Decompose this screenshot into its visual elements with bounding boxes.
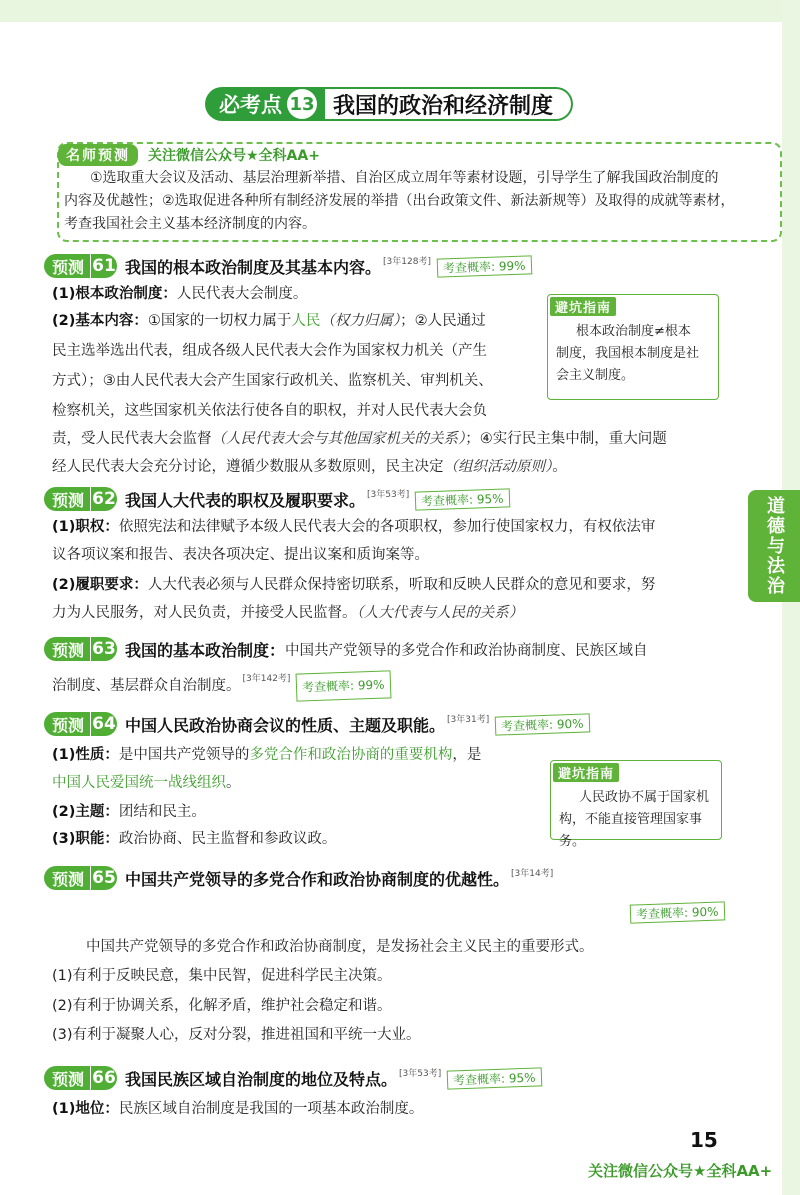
exam-probability-stamp: 考查概率: 99% [437,255,532,277]
pitfall-line: 会主义制度。 [556,368,635,383]
exam-frequency: [3年128考] [383,256,431,267]
tip-line: 内容及优越性；②选取促进各种所有制经济发展的举措（出台政策文件、新法新规等）及取得的成就等素材， [64,193,735,209]
text-line [52,742,481,768]
text-line: (1)有利于反映民意，集中民智，促进科学民主决策。 [52,968,392,984]
exam-frequency: [3年142考] [242,674,291,684]
item-label: (3)职能： [52,831,119,847]
pitfall-line: 根本政治制度≠根本 [576,324,691,339]
item-text: ；②人民通过 [400,313,486,329]
footer-brand: 关注微信公众号★全科AA+ [588,1162,773,1180]
note-text: （人大代表与人民的关系） [356,605,524,621]
exam-probability-stamp: 考查概率: 90% [495,713,590,735]
teacher-prediction-header [58,144,320,166]
exam-probability-stamp: 考查概率: 95% [415,488,510,510]
teacher-prediction-label: 名师预测 [58,144,138,166]
pitfall-guide-61 [547,294,719,400]
prediction-title: 中国人民政治协商会议的性质、主题及职能。 [125,715,446,735]
item-text: ①国家的一切权力属于 [147,313,292,329]
key-term: 多党合作和政治协商的重要机构 [249,747,453,763]
prediction-number: 65 [92,868,116,888]
item-text: 。 [226,775,241,791]
prediction-title: 我国的根本政治制度及其基本内容。 [125,257,382,277]
pitfall-guide-text [559,787,715,853]
item-label: (1)根本政治制度： [52,286,177,302]
item-text: 是中国共产党领导的 [118,747,250,763]
title-text: 我国的政治和经济制度 [325,87,573,121]
prediction-badge: 预测 [44,712,90,736]
prediction-number: 63 [92,639,116,659]
item-text: 力为人民服务，对人民负责，并接受人民监督。 [52,605,357,621]
note-text: （组织活动原则） [443,459,553,475]
pitfall-line: 人民政协不属于国家机 [579,790,710,805]
top-strip [0,0,800,22]
teacher-prediction-brand: 关注微信公众号★全科AA+ [148,148,320,164]
text-line: 检察机关，这些国家机关依法行使各自的职权，并对人民代表大会负 [52,403,487,419]
prediction-63-heading [44,637,648,661]
prediction-title: 我国人大代表的职权及履职要求。 [125,490,366,510]
item-label: (2)基本内容： [52,313,148,329]
text-line: 议各项议案和报告、表决各项决定、提出议案和质询案等。 [52,547,429,563]
item-text: 人民代表大会制度。 [176,286,308,302]
prediction-badge: 预测 [44,254,90,278]
prediction-title: 我国的基本政治制度： [125,640,286,660]
pitfall-guide-label: 避坑指南 [553,763,619,782]
pitfall-line: 构，不能直接管理国家事务。 [559,812,703,849]
pitfall-guide-text [556,321,712,387]
prediction-61-heading [44,254,532,278]
text-line: (3)有利于凝聚人心，反对分裂，推进祖国和平统一大业。 [52,1027,421,1043]
text-line [52,308,486,334]
title-badge [205,87,325,121]
item-text: 。 [552,459,567,475]
prediction-badge: 预测 [44,866,90,890]
subject-tab: 道德与法治 [748,490,800,602]
prediction-number: 61 [92,256,116,276]
exam-probability-stamp: 考查概率: 95% [447,1067,542,1089]
prediction-title: 中国共产党领导的多党合作和政治协商制度的优越性。 [125,869,510,889]
text-line [52,799,206,825]
key-term: 人民 [291,313,321,329]
item-text: 人大代表必须与人民群众保持密切联系，听取和反映人民群众的意见和要求，努 [147,577,656,593]
item-label: (1)职权： [52,519,119,535]
text-line: 方式）；③由人民代表大会产生国家行政机关、监察机关、审判机关、 [52,373,493,389]
prediction-62-heading [44,487,510,511]
title-number: 13 [287,89,317,119]
prediction-66-heading [44,1066,542,1090]
item-text: ，是 [452,747,482,763]
text-line: 中国共产党领导的多党合作和政治协商制度，是发扬社会主义民主的重要形式。 [86,939,594,955]
text-line [52,770,241,796]
exam-frequency: [3年14考] [511,868,554,879]
text-line [52,672,391,700]
exam-frequency: [3年53考] [399,1068,442,1079]
item-label: (2)履职要求： [52,577,148,593]
text-line [52,600,523,626]
exam-probability-stamp: 考查概率: 90% [630,901,725,923]
item-text: 治制度、基层群众自治制度。 [52,678,241,694]
prediction-title: 我国民族区域自治制度的地位及特点。 [125,1069,398,1089]
text-line [52,514,655,540]
pitfall-guide-label: 避坑指南 [550,297,616,316]
key-term: 中国人民爱国统一战线组织 [52,775,226,791]
prediction-64-heading [44,712,590,736]
exam-probability-stamp: 考查概率: 99% [296,670,391,701]
note-text: （人民代表大会与其他国家机关的关系） [211,431,466,447]
section-title [205,86,573,122]
exam-frequency: [3年53考] [367,489,410,500]
prediction-65-heading [44,866,553,890]
page-number: 15 [690,1128,718,1152]
pitfall-guide-64 [550,760,722,849]
item-text: 依照宪法和法律赋予本级人民代表大会的各项职权，参加行使国家权力，有权依法审 [118,519,656,535]
note-text: （权力归属） [320,313,401,329]
text-line [52,454,567,480]
text-line [52,281,307,307]
pitfall-line: 制度，我国根本制度是社 [556,346,700,361]
prediction-badge: 预测 [44,1066,90,1090]
text-line [52,1096,423,1122]
prediction-number: 66 [92,1068,116,1088]
text-line: 民主选举选出代表，组成各级人民代表大会作为国家权力机关（产生 [52,343,487,359]
item-text: 责，受人民代表大会监督 [52,431,212,447]
text-line: (2)有利于协调关系，化解矛盾，维护社会稳定和谐。 [52,998,392,1014]
prediction-number: 62 [92,489,116,509]
text-line [52,426,667,452]
item-label: (1)性质： [52,747,119,763]
tip-line: 考查我国社会主义基本经济制度的内容。 [64,216,316,232]
item-label: (1)地位： [52,1101,119,1117]
prediction-65-stamp-wrap [624,902,725,922]
prediction-badge: 预测 [44,487,90,511]
tip-line: ①选取重大会议及活动、基层治理新举措、自治区成立周年等素材设题，引导学生了解我国政治制度的 [90,170,719,186]
prediction-text: 中国共产党领导的多党合作和政治协商制度、民族区域自 [285,642,648,659]
prediction-badge: 预测 [44,637,90,661]
item-label: (2)主题： [52,804,119,820]
text-line [52,826,336,852]
exam-frequency: [3年31考] [447,714,490,725]
teacher-prediction-text [64,167,776,236]
text-line [52,572,655,598]
item-text: ；④实行民主集中制，重大问题 [465,431,667,447]
item-text: 民族区域自治制度是我国的一项基本政治制度。 [118,1101,424,1117]
item-text: 政治协商、民主监督和参政议政。 [118,831,337,847]
item-text: 团结和民主。 [118,804,206,820]
item-text: 经人民代表大会充分讨论，遵循少数服从多数原则，民主决定 [52,459,444,475]
prediction-number: 64 [92,714,116,734]
title-badge-label: 必考点 [219,93,282,117]
